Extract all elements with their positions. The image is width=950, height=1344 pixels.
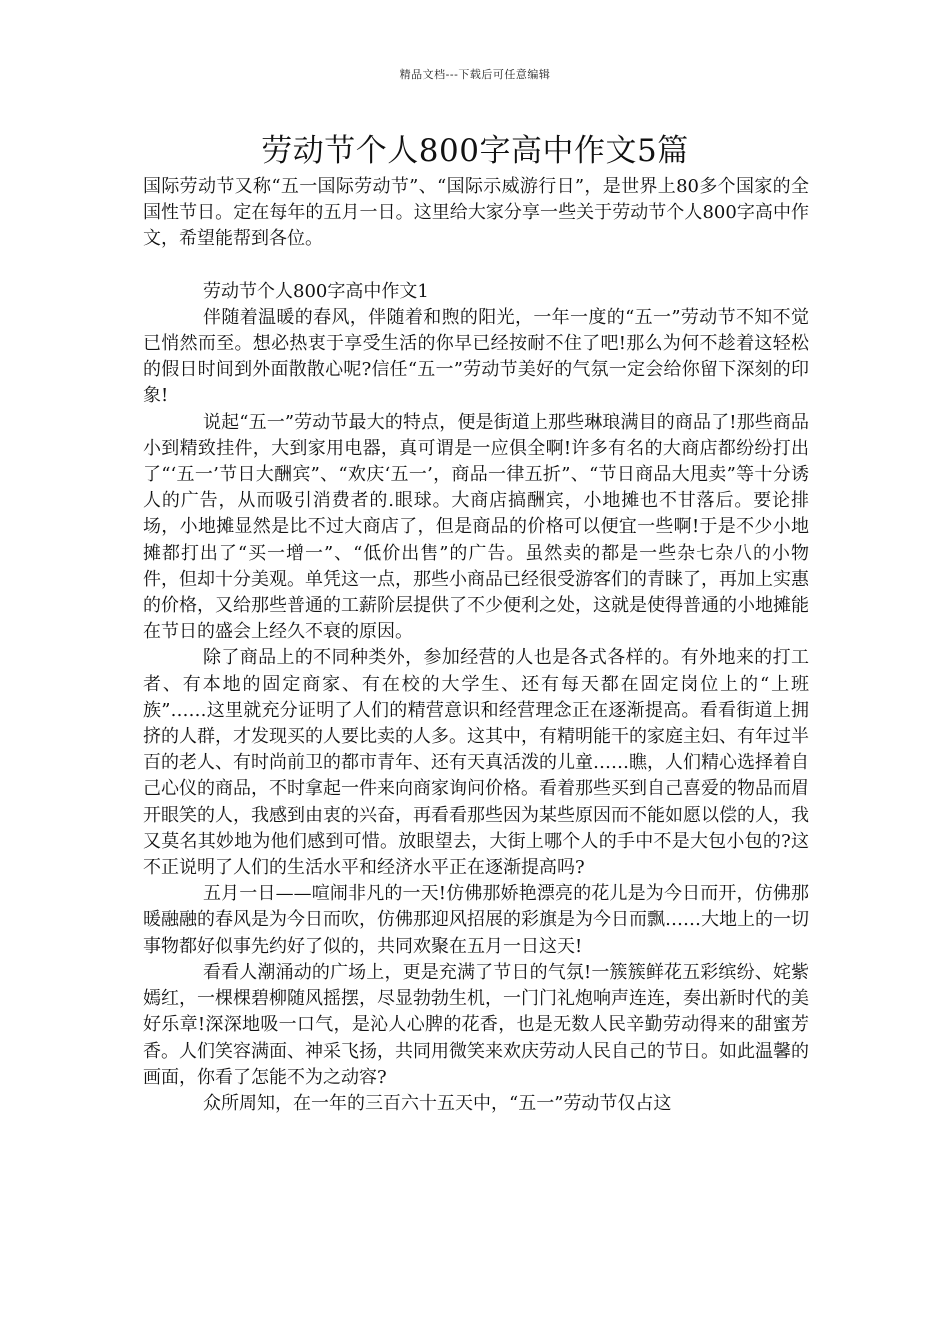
blank-line [143,253,809,279]
intro-paragraph: 国际劳动节又称“五一国际劳动节”、“国际示威游行日”，是世界上80多个国家的全国性节日。定在每年的五月一日。这里给大家分享一些关于劳动节个人800字高中作文，希望能帮到各位。 [143,176,809,250]
document-title: 劳动节个人800字高中作文5篇 [261,133,689,169]
body-paragraph-4: 五月一日——喧闹非凡的一天!仿佛那娇艳漂亮的花儿是为今日而开，仿佛那暖融融的春风是为今日而吹，仿佛那迎风招展的彩旗是为今日而飘……大地上的一切事物都好似事先约好了似的，共同欢聚在五月一日这天! [143,883,809,957]
body-paragraph-1: 伴随着温暖的春风，伴随着和煦的阳光，一年一度的“五一”劳动节不知不觉已悄然而至。想必热衷于享受生活的你早已经按耐不住了吧!那么为何不趁着这轻松的假日时间到外面散散心呢?信任“五一”劳动节美好的气氛一定会给你留下深刻的印象! [143,306,809,407]
body-paragraph-3: 除了商品上的不同种类外，参加经营的人也是各式各样的。有外地来的打工者、有本地的固定商家、有在校的大学生、还有每天都在固定岗位上的“上班族”……这里就充分证明了人们的精营意识和经营理念正在逐渐提高。看看街道上拥挤的人群，才发现买的人要比卖的人多。这其中，有精明能干的家庭主妇、有年过半百的老人、有时尚前卫的都市青年、还有天真活泼的儿童……瞧，人们精心选择着自己心仪的商品，不时拿起一件来向商家询问价格。看着那些买到自己喜爱的物品而眉开眼笑的人，我感到由衷的兴奋，再看看那些因为某些原因而不能如愿以偿的人，我又莫名其妙地为他们感到可惜。放眼望去，大街上哪个人的手中不是大包小包的?这不正说明了人们的生活水平和经济水平正在逐渐提高吗? [143,647,809,879]
body-paragraph-6: 众所周知，在一年的三百六十五天中，“五一”劳动节仅占这 [203,1092,672,1114]
document-body [143,174,809,1117]
body-paragraph-2: 说起“五一”劳动节最大的特点，便是街道上那些琳琅满目的商品了!那些商品小到精致挂件，大到家用电器，真可谓是一应俱全啊!许多有名的大商店都纷纷打出了“‘五一’节日大酬宾”、“欢庆‘五一’，商品一律五折”、“节日商品大甩卖”等十分诱人的广告，从而吸引消费者的.眼球。大商店搞酬宾，小地摊也不甘落后。要论排场，小地摊显然是比不过大商店了，但是商品的价格可以便宜一些啊!于是不少小地摊都打出了“买一增一”、“低价出售”的广告。虽然卖的都是一些杂七杂八的小物件，但却十分美观。单凭这一点，那些小商品已经很受游客们的青睐了，再加上实惠的价格，又给那些普通的工薪阶层提供了不少便利之处，这就是使得普通的小地摊能在节日的盛会上经久不衰的原因。 [143,411,809,643]
page-header: 精品文档---下载后可任意编辑 [399,68,551,81]
body-paragraph-5: 看看人潮涌动的广场上，更是充满了节日的气氛!一簇簇鲜花五彩缤纷、姹紫嫣红，一棵棵碧柳随风摇摆，尽显勃勃生机，一门门礼炮响声连连，奏出新时代的美好乐章!深深地吸一口气，是沁人心脾的花香，也是无数人民辛勤劳动得来的甜蜜芳香。人们笑容满面、神采飞扬，共同用微笑来欢庆劳动人民自己的节日。如此温馨的画面，你看了怎能不为之动容? [143,961,809,1088]
section-heading: 劳动节个人800字高中作文1 [203,280,429,302]
